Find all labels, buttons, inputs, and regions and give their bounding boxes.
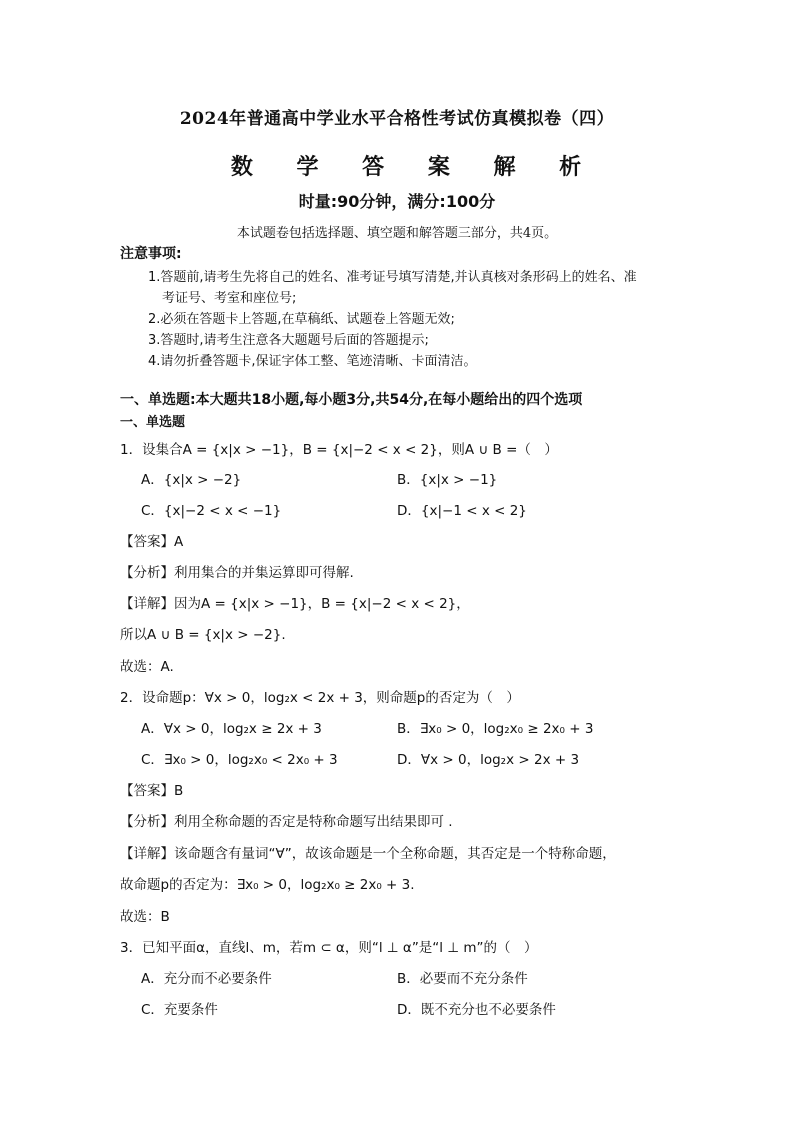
choice: 故选：B: [120, 909, 170, 925]
option-b: B．∃x₀ > 0，log₂x₀ ≥ 2x₀ + 3: [397, 721, 594, 737]
option-a: A．{x|x > −2}: [141, 472, 242, 488]
notice-item: 1.答题前,请考生先将自己的姓名、准考证号填写清楚,并认真核对条形码上的姓名、准: [148, 270, 637, 285]
analysis: 【分析】利用全称命题的否定是特称命题写出结果即可 .: [120, 814, 453, 830]
analysis: 【分析】利用集合的并集运算即可得解.: [120, 565, 354, 581]
option-d: D．既不充分也不必要条件: [397, 1002, 556, 1018]
notice-item: 考证号、考室和座位号;: [162, 291, 297, 306]
detail-line: 【详解】该命题含有量词“∀”，故该命题是一个全称命题，其否定是一个特称命题，: [120, 846, 616, 862]
answer: 【答案】B: [120, 783, 184, 799]
section-heading: 一、单选题:本大题共18小题,每小题3分,共54分,在每小题给出的四个选项: [120, 392, 583, 408]
scope-note: 本试题卷包括选择题、填空题和解答题三部分，共4页。: [236, 226, 558, 241]
option-b: B．必要而不充分条件: [397, 971, 528, 987]
option-a: A．∀x > 0，log₂x ≥ 2x + 3: [141, 721, 322, 737]
option-b: B．{x|x > −1}: [397, 472, 498, 488]
notice-item: 4.请勿折叠答题卡,保证字体工整、笔迹清晰、卡面清洁。: [148, 354, 477, 369]
question-stem: 2．设命题p：∀x > 0，log₂x < 2x + 3，则命题p的否定为（ ）: [120, 690, 520, 706]
question-stem: 3．已知平面α，直线l、m，若m ⊂ α，则“l ⊥ α”是“l ⊥ m”的（ ）: [120, 940, 538, 956]
exam-title: 2024年普通高中学业水平合格性考试仿真模拟卷（四）: [179, 109, 615, 129]
option-d: D．{x|−1 < x < 2}: [397, 503, 527, 519]
option-c: C．充要条件: [141, 1002, 218, 1018]
option-c: C．∃x₀ > 0，log₂x₀ < 2x₀ + 3: [141, 752, 338, 768]
time-info: 时量:90分钟，满分:100分: [298, 192, 496, 211]
option-c: C．{x|−2 < x < −1}: [141, 503, 282, 519]
question-stem: 1．设集合A = {x|x > −1}，B = {x|−2 < x < 2}，则A ∪ B =（ ）: [120, 442, 558, 458]
section-subheading: 一、单选题: [120, 415, 186, 430]
option-a: A．充分而不必要条件: [141, 971, 272, 987]
answer: 【答案】A: [120, 534, 184, 550]
choice: 故选：A.: [120, 659, 174, 675]
subject-heading: 数 学 答 案 解 析: [230, 155, 600, 180]
detail-line: 所以A ∪ B = {x|x > −2}.: [120, 627, 286, 643]
notice-heading: 注意事项:: [120, 246, 182, 262]
notice-item: 3.答题时,请考生注意各大题题号后面的答题提示;: [148, 333, 429, 348]
option-d: D．∀x > 0，log₂x > 2x + 3: [397, 752, 580, 768]
detail-line: 故命题p的否定为：∃x₀ > 0，log₂x₀ ≥ 2x₀ + 3.: [120, 877, 415, 893]
detail-line: 【详解】因为A = {x|x > −1}，B = {x|−2 < x < 2}，: [120, 596, 470, 612]
notice-item: 2.必须在答题卡上答题,在草稿纸、试题卷上答题无效;: [148, 312, 455, 327]
